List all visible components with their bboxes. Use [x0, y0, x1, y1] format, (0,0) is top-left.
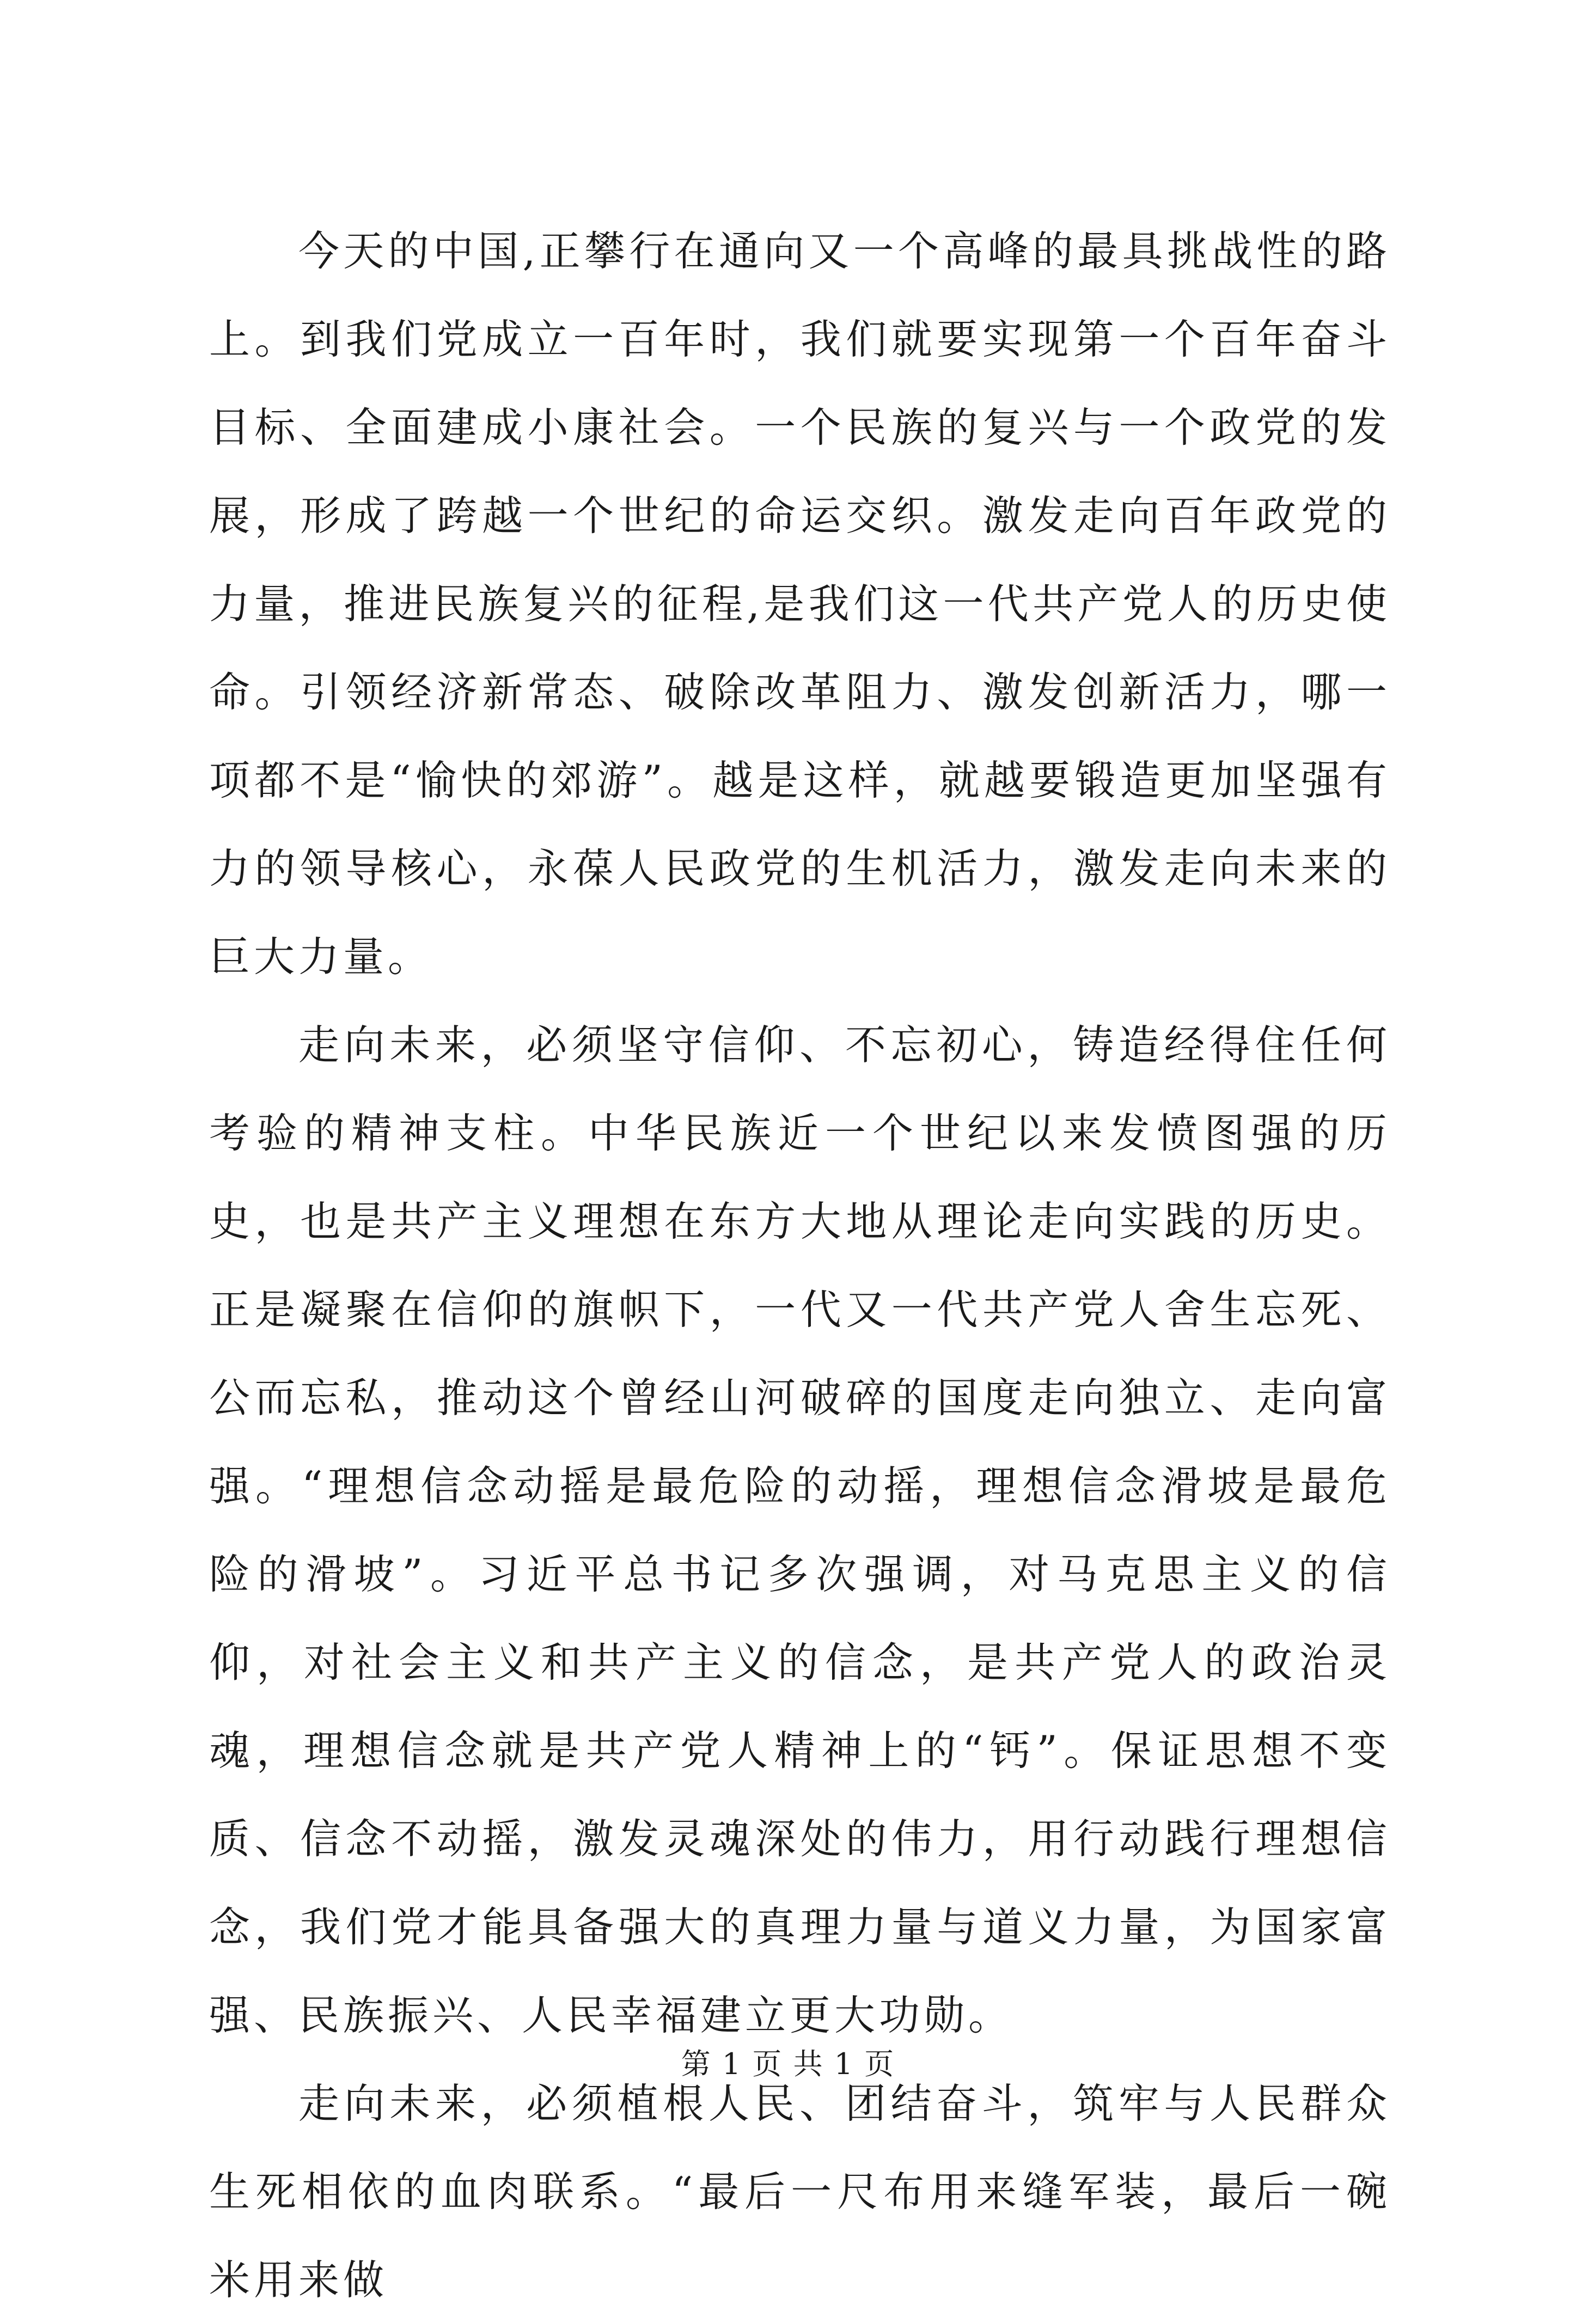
page-footer: 第 1 页 共 1 页	[681, 2047, 895, 2081]
paragraph-1: 今天的中国,正攀行在通向又一个高峰的最具挑战性的路上。到我们党成立一百年时，我们就要实现第一个百年奋斗目标、全面建成小康社会。一个民族的复兴与一个政党的发展，形成了跨越一个世纪的命运交织。激发走向百年政党的力量，推进民族复兴的征程,是我们这一代共产党人的历史使命。引领经济新常态、破除改革阻力、激发创新活力，哪一项都不是“愉快的郊游”。越是这样，就越要锻造更加坚强有力的领导核心，永葆人民政党的生机活力，激发走向未来的巨大力量。	[209, 227, 1391, 981]
paragraph-2: 走向未来，必须坚守信仰、不忘初心，铸造经得住任何考验的精神支柱。中华民族近一个世纪以来发愤图强的历史，也是共产主义理想在东方大地从理论走向实践的历史。正是凝聚在信仰的旗帜下，一代又一代共产党人舍生忘死、公而忘私，推动这个曾经山河破碎的国度走向独立、走向富强。“理想信念动摇是最危险的动摇，理想信念滑坡是最危险的滑坡”。习近平总书记多次强调，对马克思主义的信仰，对社会主义和共产主义的信念，是共产党人的政治灵魂，理想信念就是共产党人精神上的“钙”。保证思想不变质、信念不动摇，激发灵魂深处的伟力，用行动践行理想信念，我们党才能具备强大的真理力量与道义力量，为国家富强、民族振兴、人民幸福建立更大功勋。	[209, 1021, 1391, 2039]
paragraph-3: 走向未来，必须植根人民、团结奋斗，筑牢与人民群众生死相依的血肉联系。“最后一尺布用来缝军装，最后一碗米用来做	[209, 2080, 1391, 2304]
document-body	[209, 207, 1391, 2324]
